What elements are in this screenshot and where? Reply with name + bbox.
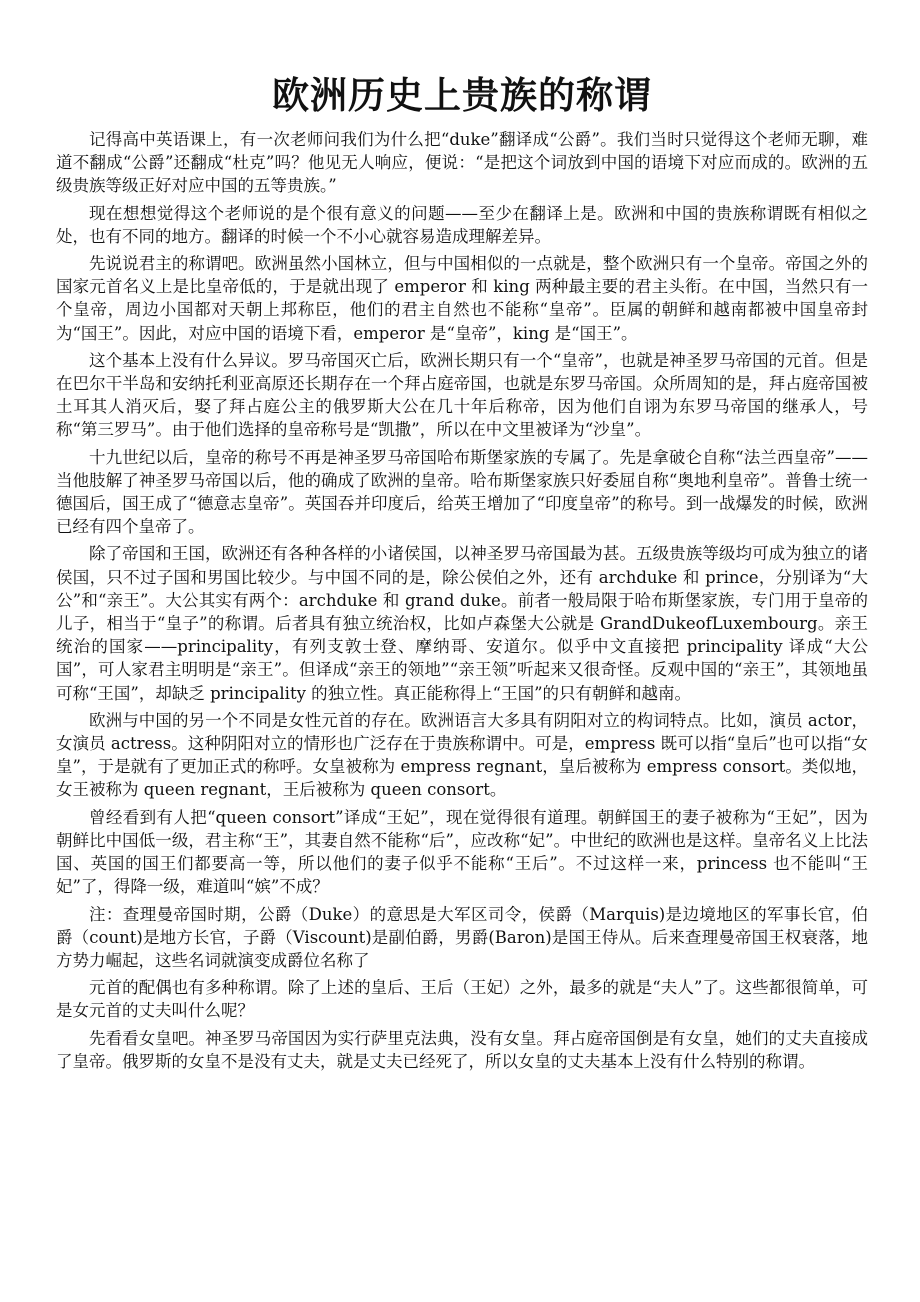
- paragraph: 这个基本上没有什么异议。罗马帝国灭亡后，欧洲长期只有一个“皇帝”，也就是神圣罗马帝国的元首。但是在巴尔干半岛和安纳托利亚高原还长期存在一个拜占庭帝国，也就是东罗马帝国。众所周知的是，拜占庭帝国被土耳其人消灭后，娶了拜占庭公主的俄罗斯大公在几十年后称帝，因为他们自诩为东罗马帝国的继承人，号称“第三罗马”。由于他们选择的皇帝称号是“凯撒”，所以在中文里被译为“沙皇”。: [56, 350, 868, 440]
- paragraph: 先看看女皇吧。神圣罗马帝国因为实行萨里克法典，没有女皇。拜占庭帝国倒是有女皇，她们的丈夫直接成了皇帝。俄罗斯的女皇不是没有丈夫，就是丈夫已经死了，所以女皇的丈夫基本上没有什么特别的称谓。: [56, 1028, 868, 1071]
- document-page: [56, 70, 868, 1077]
- paragraph: 元首的配偶也有多种称谓。除了上述的皇后、王后（王妃）之外，最多的就是“夫人”了。这些都很简单，可是女元首的丈夫叫什么呢？: [56, 978, 868, 1021]
- document-title: 欧洲历史上贵族的称谓: [272, 74, 652, 117]
- paragraph: 曾经看到有人把“queen consort”译成“王妃”，现在觉得很有道理。朝鲜国王的妻子被称为“王妃”，因为朝鲜比中国低一级，君主称“王”，其妻自然不能称“后”，应改称“妃”。中世纪的欧洲也是这样。皇帝名义上比法国、英国的国王们都要高一等，所以他们的妻子似乎不能称“王后”。不过这样一来，princess 也不能叫“王妃”了，得降一级，难道叫“嫔”不成？: [56, 807, 868, 897]
- paragraph: 记得高中英语课上，有一次老师问我们为什么把“duke”翻译成“公爵”。我们当时只觉得这个老师无聊，难道不翻成“公爵”还翻成“杜克”吗？他见无人响应，便说：“是把这个词放到中国的语境下对应而成的。欧洲的五级贵族等级正好对应中国的五等贵族。”: [56, 130, 868, 196]
- paragraph: 除了帝国和王国，欧洲还有各种各样的小诸侯国，以神圣罗马帝国最为甚。五级贵族等级均可成为独立的诸侯国，只不过子国和男国比较少。与中国不同的是，除公侯伯之外，还有 archduke 和 prince，分别译为“大公”和“亲王”。大公其实有两个：archduke 和 grand duke。前者一般局限于哈布斯堡家族，专门用于皇帝的儿子，相当于“皇子”的称谓。后者具有独立统治权，比如卢森堡大公就是 GrandDukeofLuxembourg。亲王统治的国家——principality，有列支敦士登、摩纳哥、安道尔。似乎中文直接把 principality 译成“大公国”，可人家君主明明是“亲王”。但译成“亲王的领地”“亲王领”听起来又很奇怪。反观中国的“亲王”，其领地虽可称“王国”，却缺乏 principality 的独立性。真正能称得上“王国”的只有朝鲜和越南。: [56, 544, 868, 703]
- note-paragraph: 注：查理曼帝国时期，公爵（Duke）的意思是大军区司令，侯爵（Marquis)是边境地区的军事长官，伯爵（count)是地方长官，子爵（Viscount)是副伯爵，男爵(Baron)是国王侍从。后来查理曼帝国王权衰落，地方势力崛起，这些名词就演变成爵位名称了: [56, 904, 868, 970]
- paragraph: 先说说君主的称谓吧。欧洲虽然小国林立，但与中国相似的一点就是，整个欧洲只有一个皇帝。帝国之外的国家元首名义上是比皇帝低的，于是就出现了 emperor 和 king 两种最主要的君主头衔。在中国，当然只有一个皇帝，周边小国都对天朝上邦称臣，他们的君主自然也不能称“皇帝”。臣属的朝鲜和越南都被中国皇帝封为“国王”。因此，对应中国的语境下看，emperor 是“皇帝”，king 是“国王”。: [56, 254, 868, 343]
- paragraph: 现在想想觉得这个老师说的是个很有意义的问题——至少在翻译上是。欧洲和中国的贵族称谓既有相似之处，也有不同的地方。翻译的时候一个不小心就容易造成理解差异。: [56, 203, 868, 246]
- paragraph: 欧洲与中国的另一个不同是女性元首的存在。欧洲语言大多具有阴阳对立的构词特点。比如，演员 actor，女演员 actress。这种阴阳对立的情形也广泛存在于贵族称谓中。可是，empress 既可以指“皇后”也可以指“女皇”，于是就有了更加正式的称呼。女皇被称为 empress regnant，皇后被称为 empress consort。类似地，女王被称为 queen regnant，王后被称为 queen consort。: [56, 710, 868, 800]
- paragraph: 十九世纪以后，皇帝的称号不再是神圣罗马帝国哈布斯堡家族的专属了。先是拿破仑自称“法兰西皇帝”——当他肢解了神圣罗马帝国以后，他的确成了欧洲的皇帝。哈布斯堡家族只好委屈自称“奥地利皇帝”。普鲁士统一德国后，国王成了“德意志皇帝”。英国吞并印度后，给英王增加了“印度皇帝”的称号。到一战爆发的时候，欧洲已经有四个皇帝了。: [56, 447, 868, 537]
